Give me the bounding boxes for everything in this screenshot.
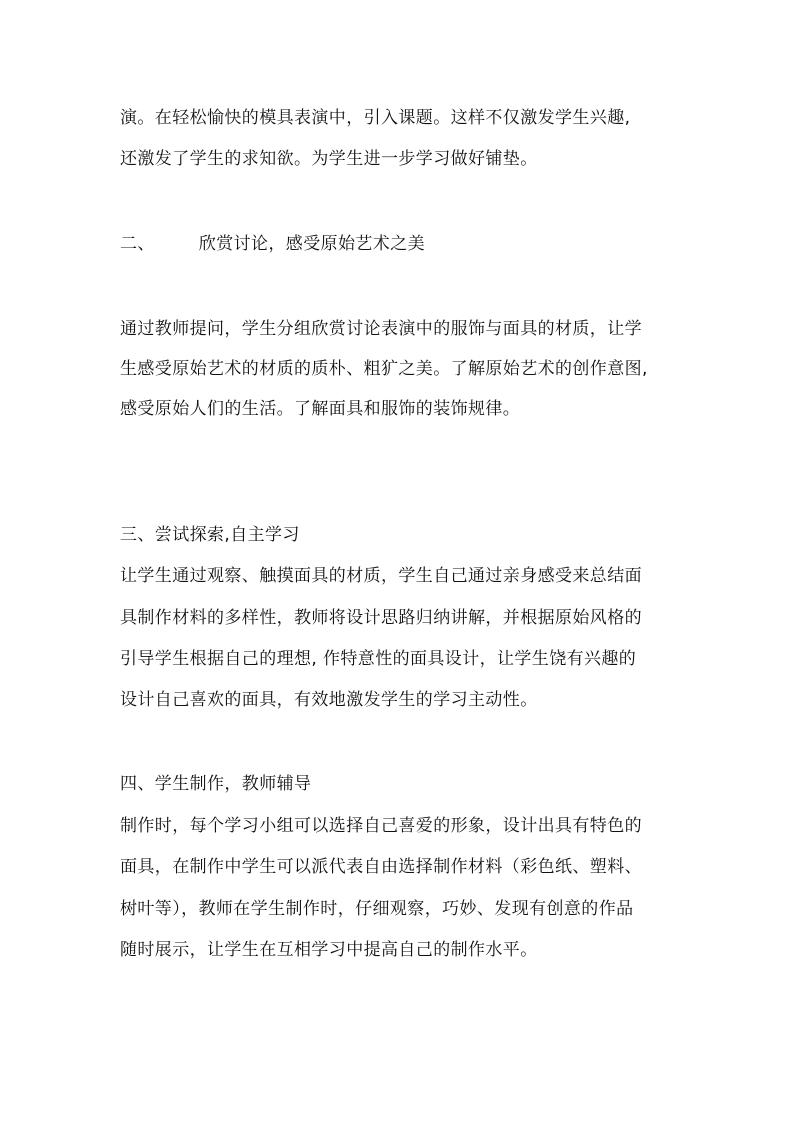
- section-2-number: 二、: [120, 234, 155, 254]
- section-2-line-3: 感受原始人们的生活。了解面具和服饰的装饰规律。: [120, 399, 521, 419]
- section-2-line-2: 生感受原始艺术的材质的质朴、粗犷之美。了解原始艺术的创作意图,: [120, 359, 648, 379]
- intro-line-1: 演。在轻松愉快的模具表演中，引入课题。这样不仅激发学生兴趣,: [120, 108, 631, 128]
- section-3-line-4: 设计自己喜欢的面具，有效地激发学生的学习主动性。: [120, 690, 538, 710]
- section-3-line-2: 具制作材料的多样性，教师将设计思路归纳讲解，并根据原始风格的: [120, 608, 642, 628]
- section-3-line-3: 引导学生根据自己的理想, 作特意性的面具设计，让学生饶有兴趣的: [120, 649, 637, 669]
- section-4-line-1: 制作时，每个学习小组可以选择自己喜爱的形象，设计出具有特色的: [120, 816, 642, 836]
- section-2-heading: [120, 233, 425, 255]
- section-2-line-1: 通过教师提问，学生分组欣赏讨论表演中的服饰与面具的材质，让学: [120, 319, 642, 339]
- section-2-title: 欣赏讨论，感受原始艺术之美: [198, 234, 426, 254]
- section-4-line-2: 面具，在制作中学生可以派代表自由选择制作材料（彩色纸、塑料、: [120, 857, 642, 877]
- section-4-line-4: 随时展示，让学生在互相学习中提高自己的制作水平。: [120, 940, 538, 960]
- intro-line-2: 还激发了学生的求知欲。为学生进一步学习做好铺垫。: [120, 149, 538, 169]
- section-4-line-3: 树叶等），教师在学生制作时，仔细观察，巧妙、发现有创意的作品: [120, 899, 634, 919]
- section-4-heading: 四、学生制作，教师辅导: [120, 774, 312, 794]
- section-3-line-1: 让学生通过观察、触摸面具的材质，学生自己通过亲身感受来总结面: [120, 566, 642, 586]
- section-3-heading: 三、尝试探索,自主学习: [120, 525, 300, 545]
